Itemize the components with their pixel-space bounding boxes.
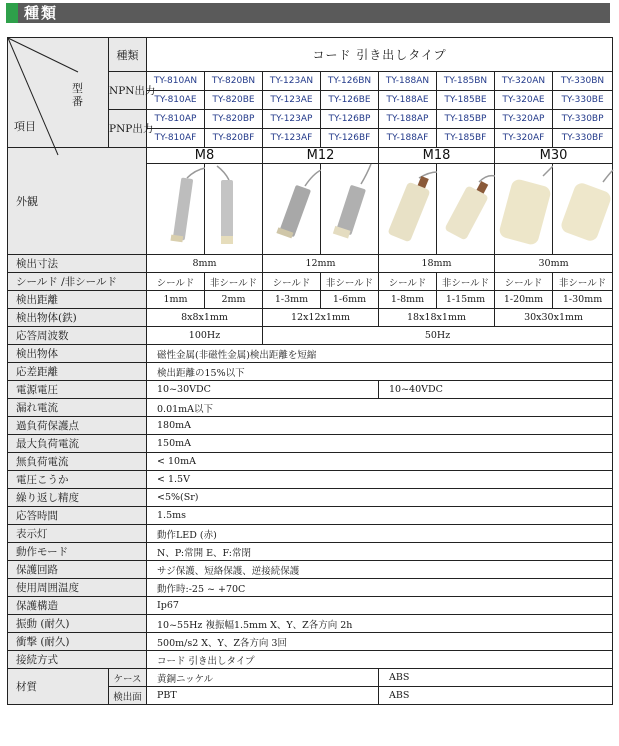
spec-value: Ip67 [147,597,613,615]
spec-value: 100Hz [147,327,263,345]
sensor-image-m12-shield [263,164,321,255]
spec-value: サジ保護、短絡保護、逆接続保護 [147,561,613,579]
model-cell: TY-188AP [379,110,437,129]
model-cell: TY-320AN [495,72,553,91]
section-title: 種類 [24,4,59,22]
spec-value: PBT [147,687,379,705]
spec-value: 検出距離の15%以下 [147,363,613,381]
spec-value: 非シールド [321,273,379,291]
spec-value: < 1.5V [147,471,613,489]
spec-value: 1-30mm [553,291,613,309]
model-cell: TY-188AE [379,91,437,110]
spec-value: 非シールド [205,273,263,291]
spec-value: 1-3mm [263,291,321,309]
model-label: 型番 [72,82,83,108]
spec-label-object: 検出物体(鉄) [8,309,147,327]
model-cell: TY-126BP [321,110,379,129]
spec-value: 0.01mA以下 [147,399,613,417]
model-cell: TY-123AP [263,110,321,129]
size-m30: M30 [495,148,613,164]
size-m18: M18 [379,148,495,164]
model-cell: TY-123AN [263,72,321,91]
model-cell: TY-810AE [147,91,205,110]
spec-value: 150mA [147,435,613,453]
spec-value: 30mm [495,255,613,273]
spec-value: < 10mA [147,453,613,471]
sensor-image-m18-nonshield [437,164,495,255]
appearance-label: 外観 [8,148,147,255]
spec-label-repeat: 繰り返し精度 [8,489,147,507]
size-m12: M12 [263,148,379,164]
spec-value: 非シールド [553,273,613,291]
corner-cell [8,38,109,148]
spec-label-detect-size: 検出寸法 [8,255,147,273]
spec-value: 50Hz [263,327,613,345]
sensor-image-m8-shield [147,164,205,255]
spec-value: 動作時:-25 ~ +70C [147,579,613,597]
sensor-image-m18-shield [379,164,437,255]
cable-type-header: コード 引き出しタイプ [147,38,613,72]
spec-value: 12x12x1mm [263,309,379,327]
spec-label-noload: 無負荷電流 [8,453,147,471]
spec-value: 180mA [147,417,613,435]
model-cell: TY-810AP [147,110,205,129]
spec-label-protection: 保護回路 [8,561,147,579]
spec-value: 12mm [263,255,379,273]
model-cell: TY-123AF [263,129,321,148]
spec-value: 500m/s2 X、Y、Z各方向 3回 [147,633,613,651]
model-cell: TY-123AE [263,91,321,110]
section-marker [6,3,18,23]
model-cell: TY-820BF [205,129,263,148]
npn-label: NPN出力 [109,72,147,110]
model-cell: TY-330BF [553,129,613,148]
sensor-image-m30-nonshield [553,164,613,255]
spec-value: ABS [379,669,613,687]
model-cell: TY-185BE [437,91,495,110]
model-cell: TY-185BP [437,110,495,129]
pnp-label: PNP出力 [109,110,147,148]
spec-value: 非シールド [437,273,495,291]
spec-value: 8mm [147,255,263,273]
section-header [6,3,610,23]
spec-label-temp: 使用周囲温度 [8,579,147,597]
model-cell: TY-126BF [321,129,379,148]
spec-label-leak: 漏れ電流 [8,399,147,417]
model-cell: TY-320AF [495,129,553,148]
spec-label-material: 材質 [8,669,109,705]
spec-label-indicator: 表示灯 [8,525,147,543]
spec-label-ip: 保護構造 [8,597,147,615]
spec-value: 1-6mm [321,291,379,309]
spec-value: 8x8x1mm [147,309,263,327]
spec-value: ABS [379,687,613,705]
model-cell: TY-810AF [147,129,205,148]
model-cell: TY-330BP [553,110,613,129]
spec-value: 黄銅ニッケル [147,669,379,687]
kind-label: 種類 [109,38,147,72]
model-cell: TY-330BE [553,91,613,110]
spec-value: シールド [263,273,321,291]
spec-label-vibration: 振動 (耐久) [8,615,147,633]
spec-value: 30x30x1mm [495,309,613,327]
spec-value: 1.5ms [147,507,613,525]
sensor-image-m30-shield [495,164,553,255]
spec-label-overload: 過負荷保護点 [8,417,147,435]
model-cell: TY-188AF [379,129,437,148]
model-cell: TY-185BN [437,72,495,91]
spec-value: 18x18x1mm [379,309,495,327]
spec-value: コード 引き出しタイプ [147,651,613,669]
model-cell: TY-820BP [205,110,263,129]
spec-value: 18mm [379,255,495,273]
size-m8: M8 [147,148,263,164]
spec-label-hysteresis: 応差距離 [8,363,147,381]
spec-value: 10~55Hz 複振幅1.5mm X、Y、Z各方向 2h [147,615,613,633]
spec-value: 1-8mm [379,291,437,309]
spec-value: 磁性金属(非磁性金属)検出距離を短縮 [147,345,613,363]
spec-value: N、P:常開 E、F:常閉 [147,543,613,561]
spec-value: <5%(Sr) [147,489,613,507]
model-cell: TY-810AN [147,72,205,91]
model-cell: TY-126BN [321,72,379,91]
spec-value: シールド [379,273,437,291]
spec-label-mode: 動作モード [8,543,147,561]
model-cell: TY-188AN [379,72,437,91]
spec-label-distance: 検出距離 [8,291,147,309]
spec-value: シールド [147,273,205,291]
spec-label-voltage: 電源電圧 [8,381,147,399]
spec-value: 動作LED (赤) [147,525,613,543]
spec-label-connection: 接続方式 [8,651,147,669]
spec-value: 1-15mm [437,291,495,309]
item-label: 項目 [14,120,36,133]
spec-label-shield: シールド /非シールド [8,273,147,291]
spec-value: 1mm [147,291,205,309]
spec-value: 10~40VDC [379,381,613,399]
spec-value: 1-20mm [495,291,553,309]
spec-value: 10~30VDC [147,381,379,399]
spec-value: シールド [495,273,553,291]
spec-label-freq: 応答周波数 [8,327,147,345]
spec-label-target: 検出物体 [8,345,147,363]
spec-value: 2mm [205,291,263,309]
model-cell: TY-185BF [437,129,495,148]
spec-label-face: 検出面 [109,687,147,705]
model-cell: TY-820BE [205,91,263,110]
spec-table [7,37,613,705]
spec-label-shock: 衝撃 (耐久) [8,633,147,651]
model-cell: TY-320AP [495,110,553,129]
spec-label-vdrop: 電圧こうか [8,471,147,489]
diagonal-lines [8,38,109,155]
spec-label-response: 応答時間 [8,507,147,525]
sensor-image-m12-nonshield [321,164,379,255]
model-cell: TY-820BN [205,72,263,91]
spec-label-maxload: 最大負荷電流 [8,435,147,453]
spec-label-case: ケース [109,669,147,687]
model-cell: TY-330BN [553,72,613,91]
model-cell: TY-320AE [495,91,553,110]
model-cell: TY-126BE [321,91,379,110]
sensor-image-m8-nonshield [205,164,263,255]
